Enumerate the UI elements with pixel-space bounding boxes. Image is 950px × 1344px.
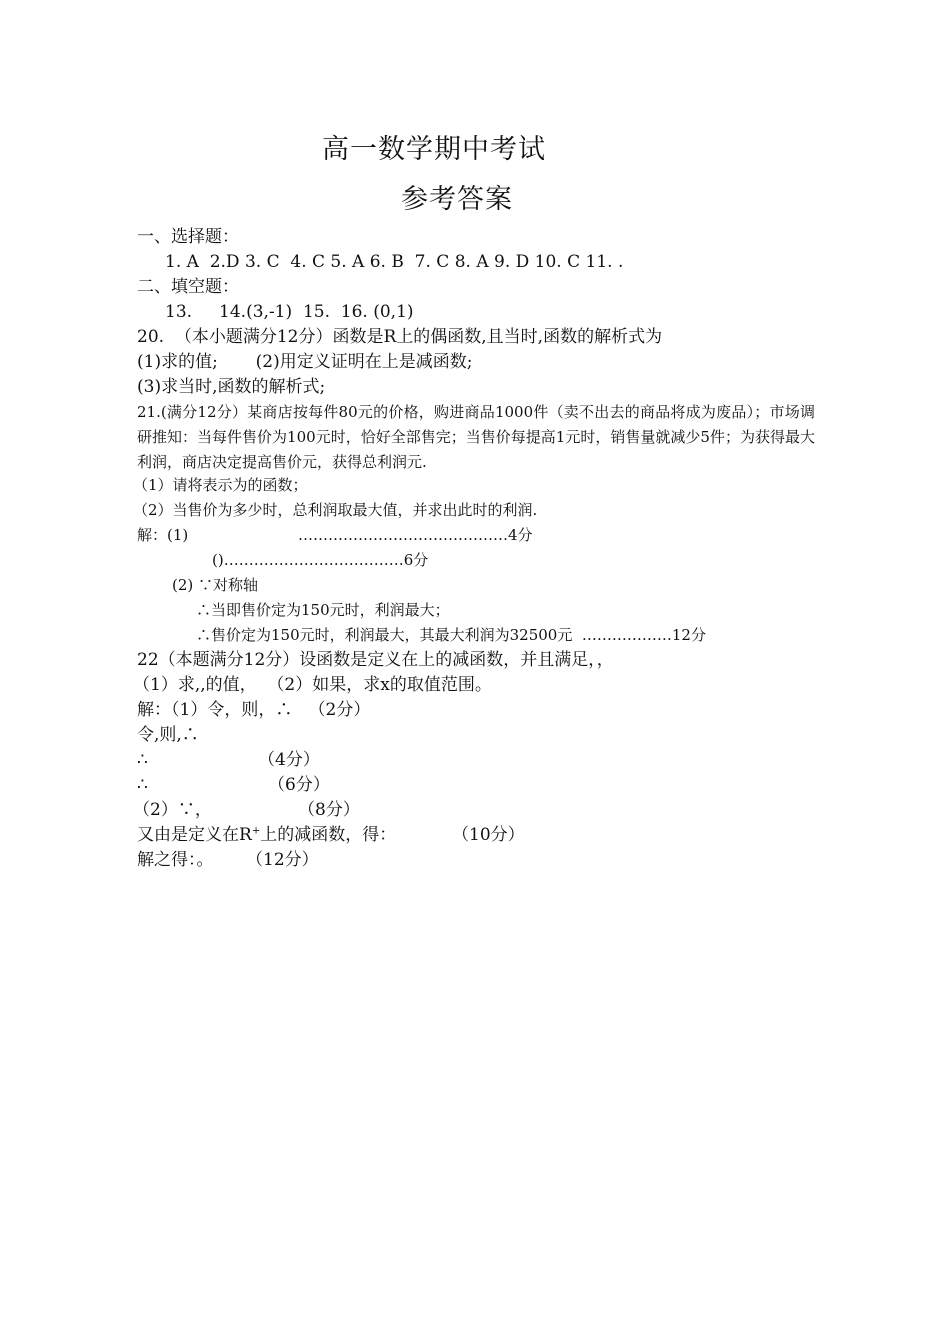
q21-solution-label: 解：(1) xyxy=(137,526,189,544)
q21-sub1: （1）请将表示为的函数； xyxy=(133,476,308,494)
q22-solution-2: 令,则,∴ xyxy=(137,725,199,745)
q22-solution-5-score: （8分） xyxy=(298,800,360,820)
q20-part3: (3)求当时,函数的解析式; xyxy=(137,377,326,397)
q21-stem: 21.(满分12分）某商店按每件80元的价格，购进商品1000件（卖不出去的商品将成为废品）；市场调研推知：当每件售价为100元时，恰好全部售完；当售价每提高1元时，销售量就减少5件；为获得最大利润，商店决定提高售价元，获得总利润元. xyxy=(137,403,815,471)
q22-solution-7-score: （12分） xyxy=(246,850,319,870)
q22-solution-7-text: 解之得：。 xyxy=(137,850,214,870)
q20-part1: (1)求的值; (2)用定义证明在上是减函数; xyxy=(137,352,473,372)
q22-solution-5-text: （2）∵， xyxy=(133,800,212,820)
q22-solution-6-score: （10分） xyxy=(452,825,525,845)
page-subtitle: 参考答案 xyxy=(401,184,513,215)
q22-solution-6 xyxy=(137,824,396,846)
q21-solution-part2-line2: ∴当即售价定为150元时，利润最大； xyxy=(196,601,450,619)
page-title: 高一数学期中考试 xyxy=(322,134,546,165)
section1-answers: 1. A 2.D 3. C 4. C 5. A 6. B 7. C 8. A 9. D 10. C 11. . xyxy=(165,252,624,272)
q22-stem: 22（本题满分12分）设函数是定义在上的减函数，并且满足，， xyxy=(137,650,614,670)
q22-solution-6-superscript: + xyxy=(251,825,261,837)
q21-solution-part2: (2) ∵对称轴 xyxy=(172,576,259,594)
section2-heading: 二、填空题： xyxy=(137,277,239,297)
q22-solution-3-symbol: ∴ xyxy=(137,750,148,770)
q20-stem: 20. （本小题满分12分）函数是R上的偶函数,且当时,函数的解析式为 xyxy=(137,327,663,347)
q22-solution-4-symbol: ∴ xyxy=(137,775,148,795)
q22-solution-4-score: （6分） xyxy=(268,775,330,795)
q22-parts: （1）求,,的值， （2）如果，求x的取值范围。 xyxy=(133,675,492,695)
q22-solution-6-text-b: 上的减函数，得： xyxy=(260,825,397,845)
q22-solution-3-score: （4分） xyxy=(258,750,320,770)
section2-answers: 13. 14.(3,-1) 15. 16. (0,1) xyxy=(165,302,414,322)
q22-solution-1: 解：（1）令，则，∴ （2分） xyxy=(137,700,371,720)
section1-heading: 一、选择题： xyxy=(137,227,239,247)
q21-solution-part2-line3: ∴售价定为150元时，利润最大，其最大利润为32500元 ………………12分 xyxy=(196,626,706,644)
q21-solution-line2: ()………………………………6分 xyxy=(212,551,429,569)
q21-solution-line1: ……………………………………4分 xyxy=(298,526,533,544)
q21-sub2: （2）当售价为多少时，总利润取最大值，并求出此时的利润. xyxy=(133,501,538,519)
q22-solution-6-text: 又由是定义在R xyxy=(137,825,252,845)
